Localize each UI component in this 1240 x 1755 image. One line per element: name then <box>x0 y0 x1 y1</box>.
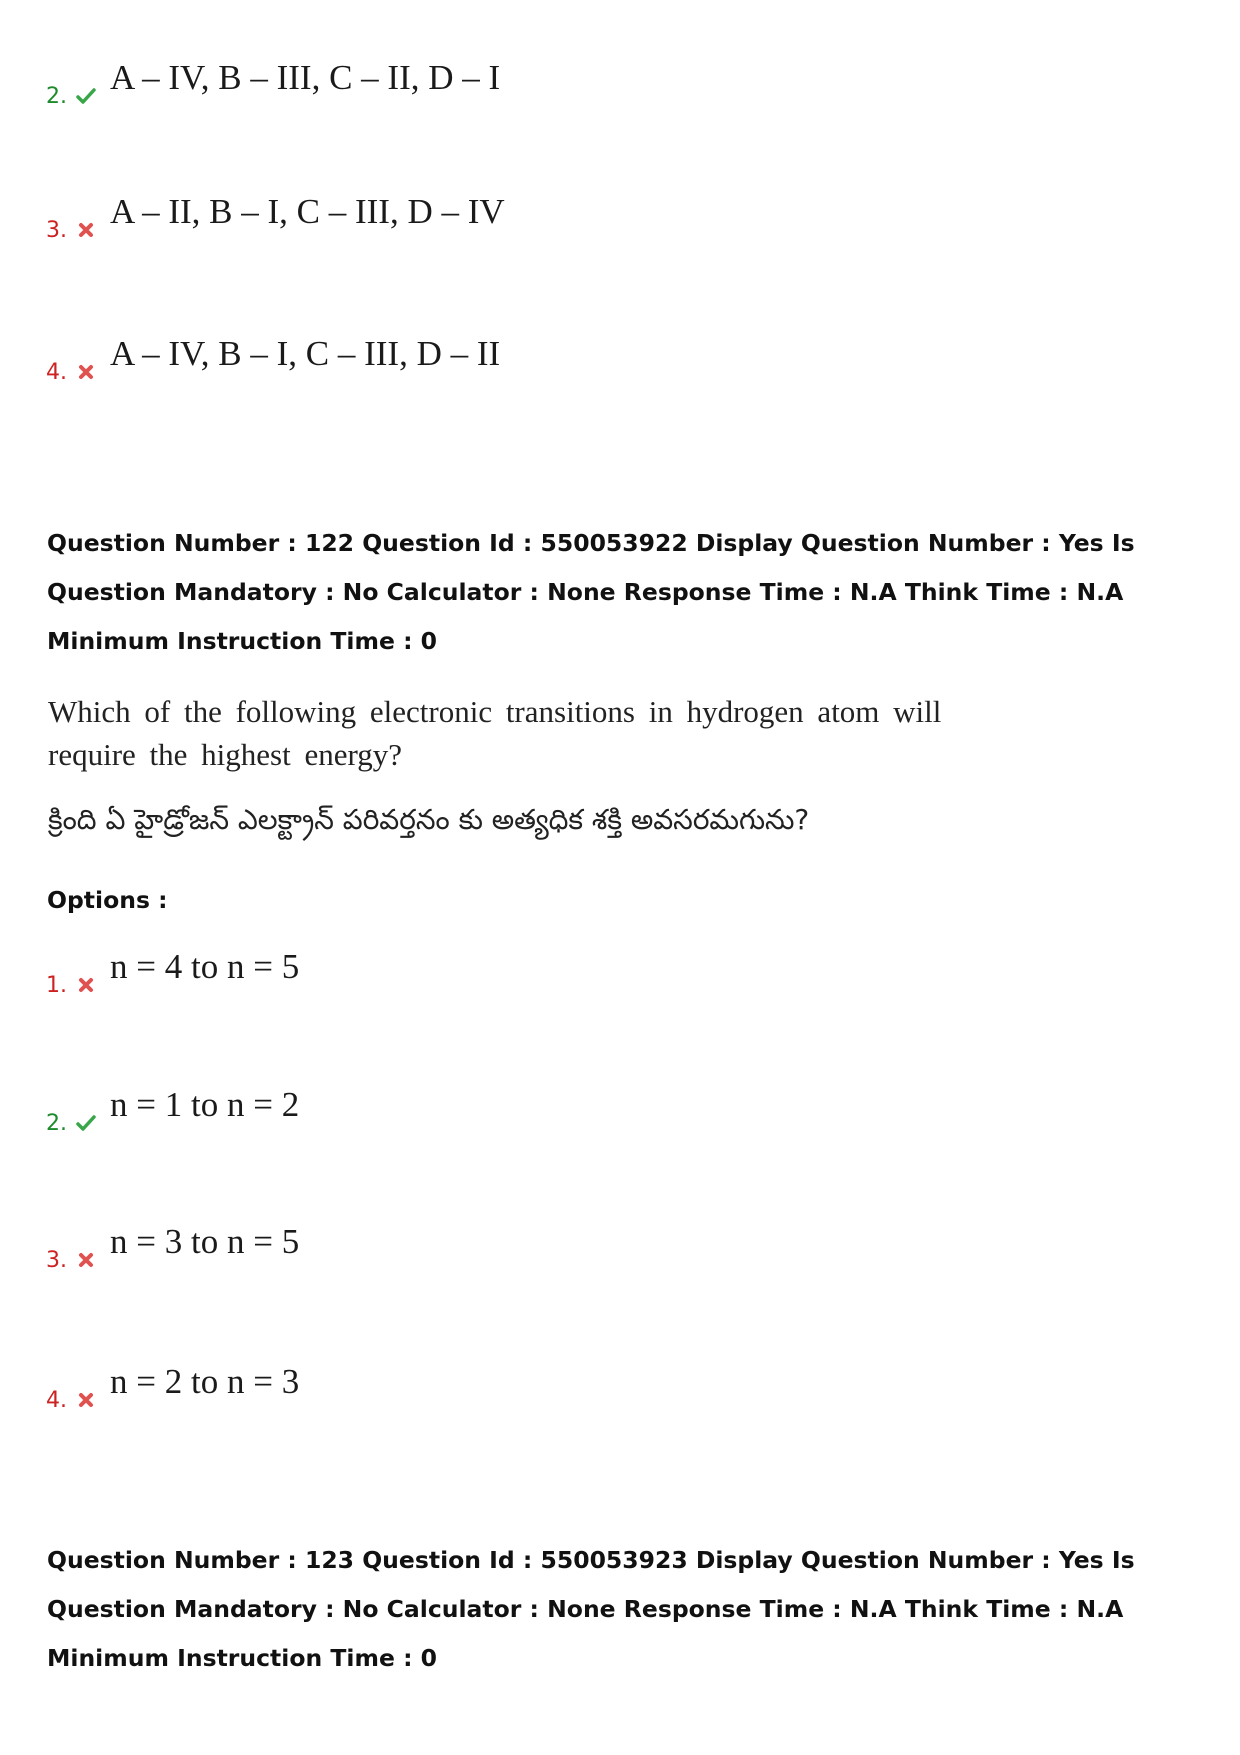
option-row <box>46 192 746 242</box>
option-text: n = 4 to n = 5 <box>110 947 300 986</box>
option-row <box>46 947 746 997</box>
option-text: n = 3 to n = 5 <box>110 1222 300 1261</box>
option-text: n = 2 to n = 3 <box>110 1362 300 1401</box>
question-text-english: Which of the following electronic transitions in hydrogen atom will require the highest energy? <box>48 694 942 772</box>
option-text: A – II, B – I, C – III, D – IV <box>110 192 505 231</box>
checkmark-icon <box>76 86 96 106</box>
option-number: 4. <box>46 360 67 385</box>
question-text-telugu: క్రింది ఏ హైడ్రోజన్ ఎలక్ట్రాన్ పరివర్తనం కు అత్యధిక శక్తి అవసరమగును? <box>48 803 810 836</box>
option-row <box>46 334 746 384</box>
cross-icon <box>76 362 96 382</box>
option-row <box>46 58 746 108</box>
option-number: 2. <box>46 1111 67 1136</box>
option-text: A – IV, B – I, C – III, D – II <box>110 334 501 373</box>
cross-icon <box>76 1250 96 1270</box>
option-number: 1. <box>46 973 67 998</box>
question-meta: Question Number : 123 Question Id : 550053923 Display Question Number : Yes Is Question Mandatory : No Calculator : None Response Time : N.A Think Time : N.A Minimum Instruction Time : 0 <box>47 1546 1135 1672</box>
option-row <box>46 1085 746 1135</box>
cross-icon <box>76 220 96 240</box>
option-text: n = 1 to n = 2 <box>110 1085 300 1124</box>
cross-icon <box>76 975 96 995</box>
checkmark-icon <box>76 1113 96 1133</box>
options-label: Options : <box>47 886 168 914</box>
option-row <box>46 1222 746 1272</box>
question-meta: Question Number : 122 Question Id : 550053922 Display Question Number : Yes Is Question Mandatory : No Calculator : None Response Time : N.A Think Time : N.A Minimum Instruction Time : 0 <box>47 529 1135 655</box>
option-number: 3. <box>46 218 67 243</box>
option-number: 2. <box>46 84 67 109</box>
option-row <box>46 1362 746 1412</box>
option-text: A – IV, B – III, C – II, D – I <box>110 58 501 97</box>
option-number: 3. <box>46 1248 67 1273</box>
cross-icon <box>76 1390 96 1410</box>
option-number: 4. <box>46 1388 67 1413</box>
